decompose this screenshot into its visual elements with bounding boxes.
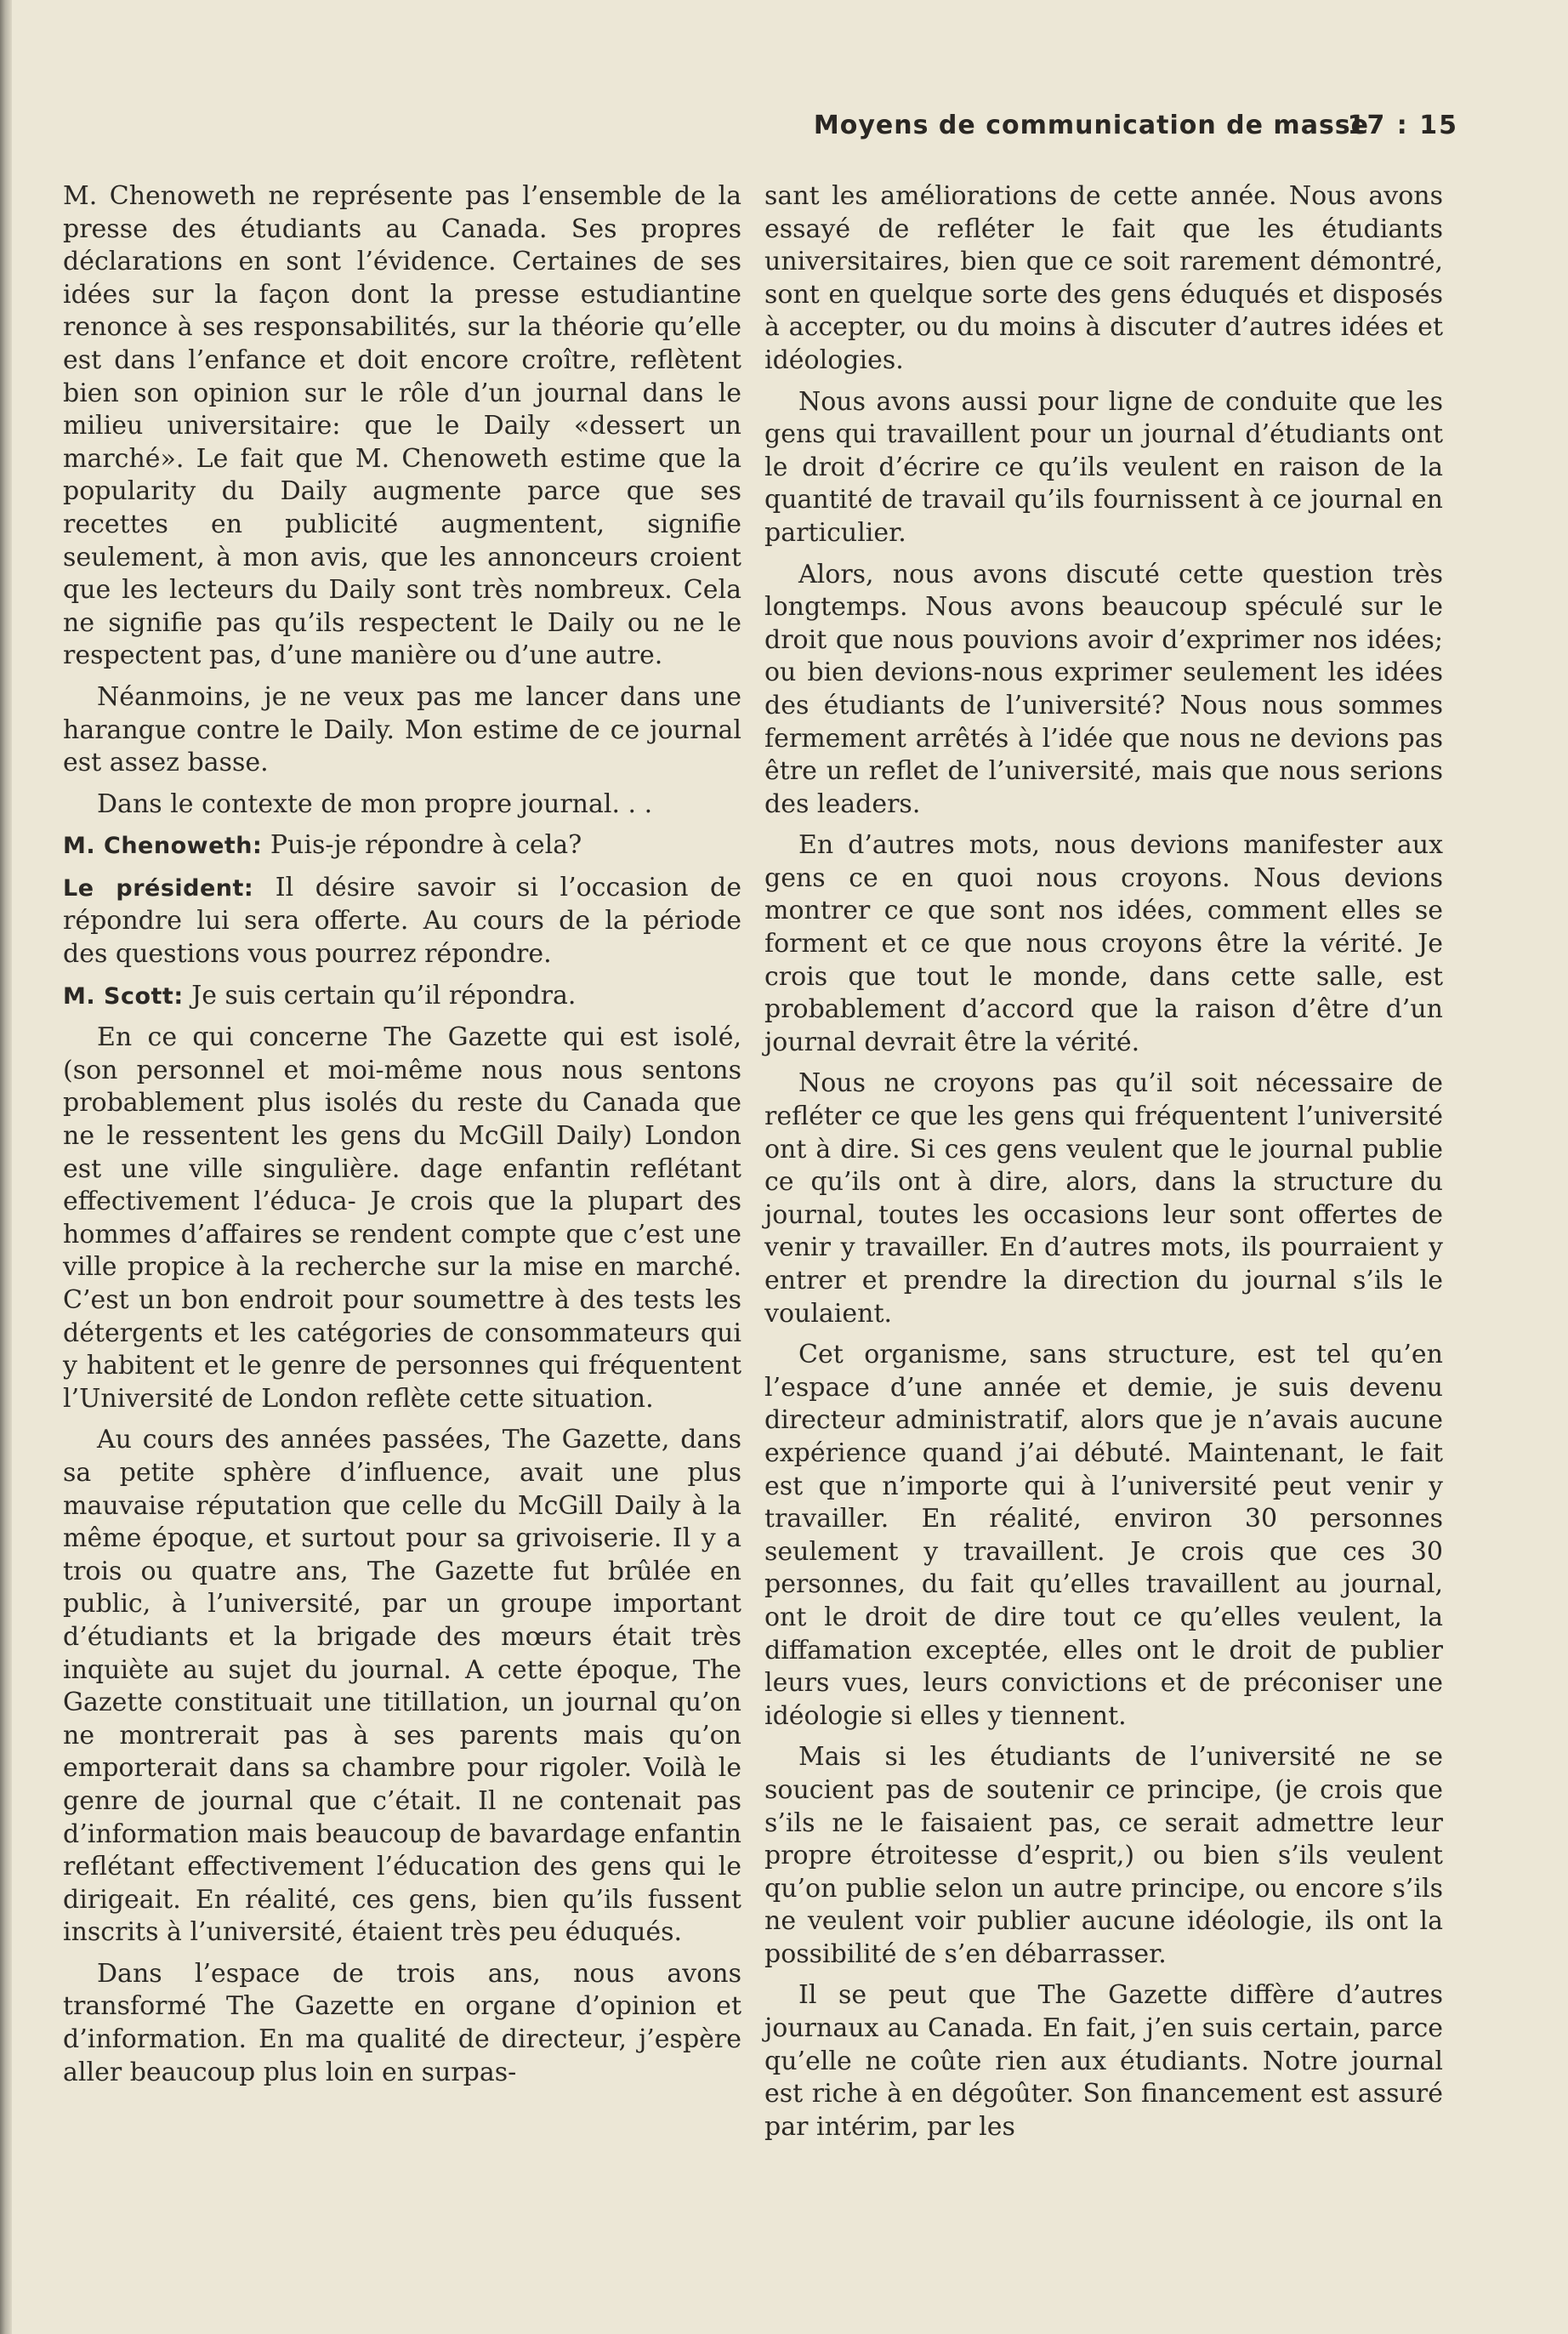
paragraph: sant les améliorations de cette année. Nous avons essayé de refléter le fait que les étudiants universitaires, bien que ce soit rarement démontré, sont en quelque sorte des gens éduqués et disposés à accepter, ou du moins à discuter d’autres idées et idéologies. [764, 181, 1443, 375]
right-column [764, 180, 1443, 2152]
speaker-name: M. Chenoweth: [63, 833, 263, 860]
speaker-name: M. Scott: [63, 982, 184, 1010]
paragraph: Nous ne croyons pas qu’il soit nécessaire de refléter ce que les gens qui fréquentent l’université ont à dire. Si ces gens veulent que le journal publie ce qu’ils ont à dire, alors, dans la structure du journal, toutes les occasions leur sont offertes de venir y travailler. En d’autres mots, ils pourraient y entrer et prendre la direction du journal s’ils le voulaient. [764, 1068, 1443, 1329]
paragraph: Dans l’espace de trois ans, nous avons transformé The Gazette en organe d’opinion et d’information. En ma qualité de directeur, j’espère aller beaucoup plus loin en surpas- [63, 1958, 741, 2087]
running-title: Moyens de communication de masse [813, 111, 1369, 140]
paragraph: En ce qui concerne The Gazette qui est isolé, (son personnel et moi-même nous nous sentons probablement plus isolés du reste du Canada que ne le ressentent les gens du McGill Daily) London est une ville singulière. dage enfantin reflétant effectivement l’éduca- Je crois que la plupart des hommes d’affaires se rendent compte que c’est une ville propice à la recherche sur la mise en marché. C’est un bon endroit pour soumettre à des tests les détergents et les catégories de consommateurs qui y habitent et le genre de personnes qui fréquentent l’Université de London reflète cette situation. [63, 1022, 741, 1414]
paragraph: Cet organisme, sans structure, est tel qu’en l’espace d’une année et demie, je suis devenu directeur administratif, alors que je n’avais aucune expérience quand j’ai débuté. Maintenant, le fait est que n’importe qui à l’université peut venir y travailler. En réalité, environ 30 personnes seulement y travaillent. Je crois que ces 30 personnes, du fait qu’elles travaillent au journal, ont le droit de dire tout ce qu’elles veulent, la diffamation exceptée, elles ont le droit de publier leurs vues, leurs convictions et de préconiser une idéologie si elles y tiennent. [764, 1340, 1443, 1731]
paragraph: Au cours des années passées, The Gazette, dans sa petite sphère d’influence, avait une plus mauvaise réputation que celle du McGill Daily à la même époque, et surtout pour sa grivoiserie. Il y a trois ou quatre ans, The Gazette fut brûlée en public, à l’université, par un groupe important d’étudiants et la brigade des mœurs était très inquiète au sujet du journal. A cette époque, The Gazette constituait une titillation, un journal qu’on ne montrerait pas à ses parents mais qu’on emporterait dans sa chambre pour rigoler. Voilà le genre de journal que c’était. Il ne contenait pas d’information mais beaucoup de bavardage enfantin reflétant effectivement l’éducation des gens qui le dirigeait. En réalité, ces gens, bien qu’ils fussent inscrits à l’université, étaient très peu éduqués. [63, 1425, 741, 1948]
speech-text: Je suis certain qu’il répondra. [191, 980, 577, 1010]
paragraph: Il se peut que The Gazette diffère d’autres journaux au Canada. En fait, j’en suis certain, parce qu’elle ne coûte rien aux étudiants. Notre journal est riche à en dégoûter. Son financement est assuré par intérim, par les [764, 1980, 1443, 2142]
speech-text: Il désire savoir si l’occasion de répondre lui sera offerte. Au cours de la période des questions vous pourrez répondre. [63, 872, 741, 970]
page-binding-edge [0, 0, 12, 2334]
speech-paragraph [63, 872, 741, 971]
speaker-name: Le président: [63, 874, 254, 902]
left-column [63, 180, 741, 2098]
paragraph: Nous avons aussi pour ligne de conduite que les gens qui travaillent pour un journal d’étudiants ont le droit d’écrire ce qu’ils veulent en raison de la quantité de travail qu’ils fournissent à ce journal en particulier. [764, 386, 1443, 548]
speech-text: Puis-je répondre à cela? [270, 830, 582, 861]
paragraph: M. Chenoweth ne représente pas l’ensemble de la presse des étudiants au Canada. Ses propres déclarations en sont l’évidence. Certaines de ses idées sur la façon dont la presse estudiantine renonce à ses responsabilités, sur la théorie qu’elle est dans l’enfance et doit encore croître, reflètent bien son opinion sur le rôle d’un journal dans le milieu universitaire: que le Daily «dessert un marché». Le fait que M. Chenoweth estime que la popularity du Daily augmente parce que ses recettes en publicité augmentent, signifie seulement, à mon avis, que les annonceurs croient que les lecteurs du Daily sont très nombreux. Cela ne signifie pas qu’ils respectent le Daily ou ne le respectent pas, d’une manière ou d’une autre. [63, 181, 741, 671]
speech-paragraph [63, 980, 741, 1014]
paragraph: Dans le contexte de mon propre journal. . . [97, 788, 653, 819]
speech-paragraph [63, 829, 741, 863]
paragraph: Néanmoins, je ne veux pas me lancer dans une harangue contre le Daily. Mon estime de ce journal est assez basse. [63, 681, 741, 778]
paragraph: Alors, nous avons discuté cette question très longtemps. Nous avons beaucoup spéculé sur le droit que nous pouvions avoir d’exprimer nos idées; ou bien devions-nous exprimer seulement les idées des étudiants de l’université? Nous nous sommes fermement arrêtés à l’idée que nous ne devions pas être un reflet de l’université, mais que nous serions des leaders. [764, 559, 1443, 819]
paragraph: En d’autres mots, nous devions manifester aux gens ce en quoi nous croyons. Nous devions montrer ce que sont nos idées, comment elles se forment et ce que nous croyons être la vérité. Je crois que tout le monde, dans cette salle, est probablement d’accord que la raison d’être d’un journal devrait être la vérité. [764, 830, 1443, 1057]
paragraph: Mais si les étudiants de l’université ne se soucient pas de soutenir ce principe, (je crois que s’ils ne le faisaient pas, ce serait admettre leur propre étroitesse d’esprit,) ou bien s’ils veulent qu’on publie selon un autre principe, ou encore s’ils ne veulent voir publier aucune idéologie, ils ont la possibilité de s’en débarrasser. [764, 1742, 1443, 1969]
running-header [64, 111, 1458, 148]
page-number: 17 : 15 [1347, 111, 1458, 140]
